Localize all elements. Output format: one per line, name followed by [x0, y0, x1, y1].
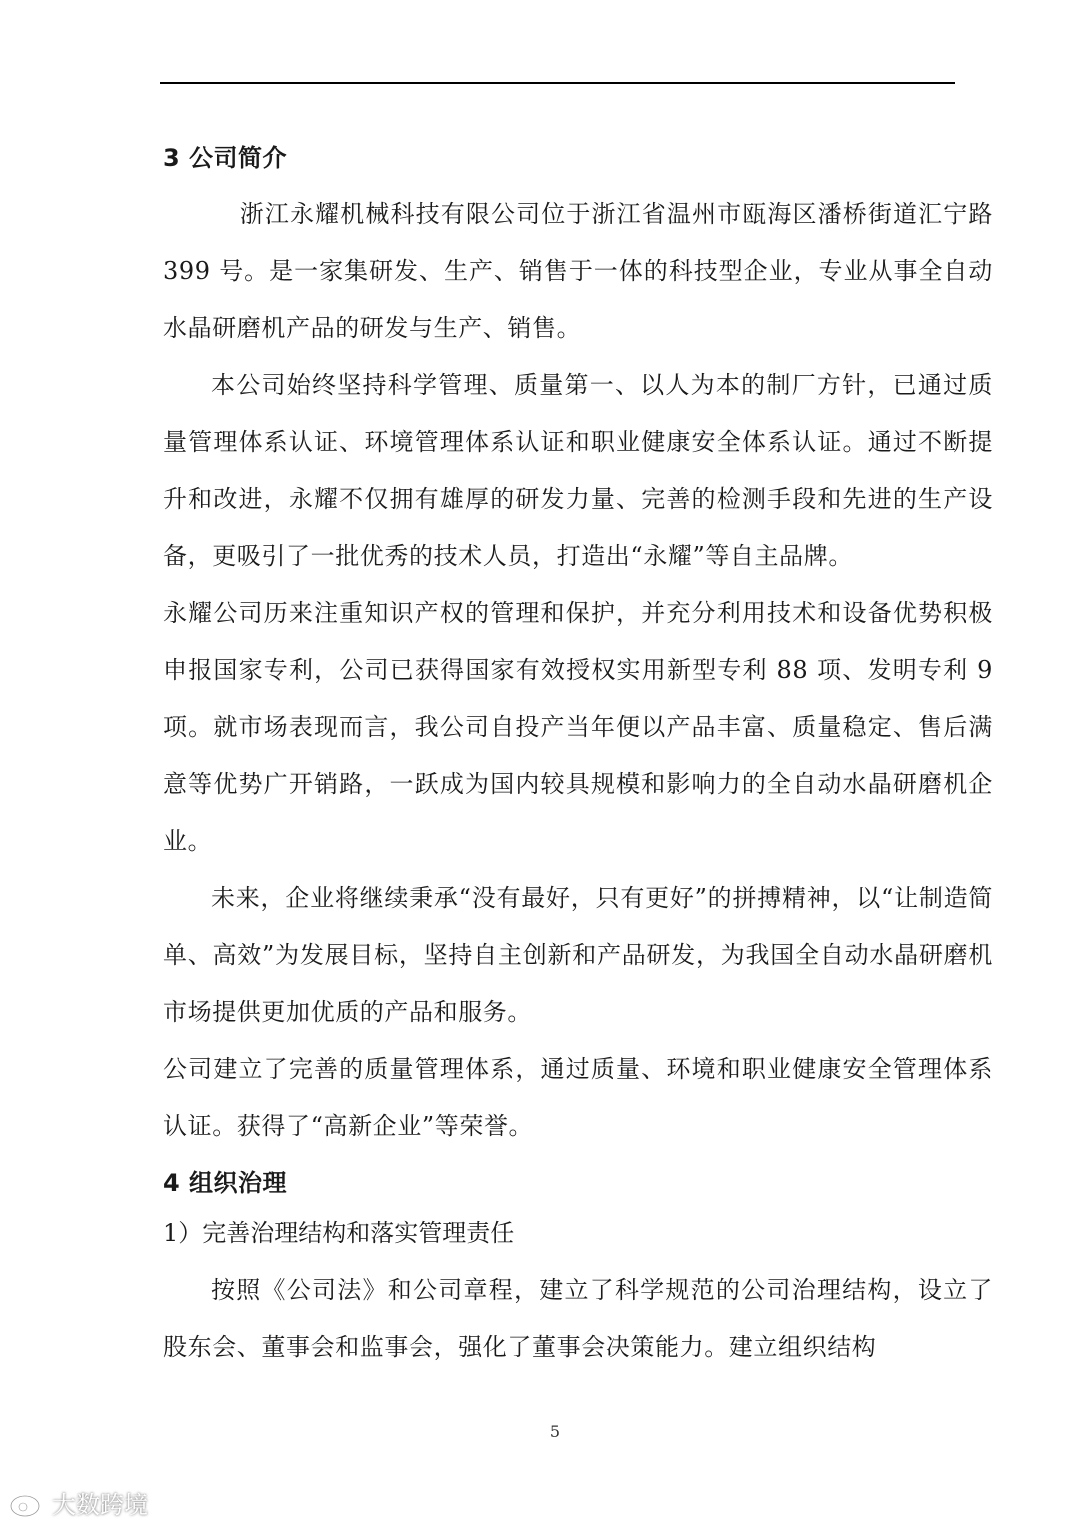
watermark-text: 大数跨境: [52, 1491, 148, 1519]
section-4-subtitle: 1）完善治理结构和落实管理责任: [163, 1219, 515, 1247]
page-number: 5: [549, 1422, 561, 1441]
section-3-title: 3 公司简介: [163, 144, 288, 172]
patent-paragraph: 永耀公司历来注重知识产权的管理和保护，并充分利用技术和设备优势积极申报国家专利，公司已获得国家有效授权实用新型专利 88 项、发明专利 9 项。就市场表现而言，我公司自投产当年便以产品丰富、质量稳定、售后满意等优势广开销路，一跃成为国内较具规模和影响力的全自动水晶研磨机企业。: [163, 599, 993, 855]
header-rule: [160, 82, 955, 84]
future-paragraph: 未来，企业将继续秉承“没有最好，只有更好”的拼搏精神，以“让制造简单、高效”为发展目标，坚持自主创新和产品研发，为我国全自动水晶研磨机市场提供更加优质的产品和服务。: [163, 884, 993, 1026]
governance-paragraph: 按照《公司法》和公司章程，建立了科学规范的公司治理结构，设立了股东会、董事会和监事会，强化了董事会决策能力。建立组织结构: [163, 1276, 993, 1361]
watermark: [8, 1485, 148, 1520]
quality-paragraph: 公司建立了完善的质量管理体系，通过质量、环境和职业健康安全管理体系认证。获得了“高新企业”等荣誉。: [163, 1055, 993, 1140]
weibo-logo-icon: [8, 1488, 48, 1518]
document-body: [163, 138, 993, 1376]
management-paragraph: 本公司始终坚持科学管理、质量第一、以人为本的制厂方针，已通过质量管理体系认证、环境管理体系认证和职业健康安全体系认证。通过不断提升和改进，永耀不仅拥有雄厚的研发力量、完善的检测手段和先进的生产设备，更吸引了一批优秀的技术人员，打造出“永耀”等自主品牌。: [163, 371, 993, 570]
intro-paragraph: 浙江永耀机械科技有限公司位于浙江省温州市瓯海区潘桥街道汇宁路 399 号。是一家集研发、生产、销售于一体的科技型企业，专业从事全自动水晶研磨机产品的研发与生产、销售。: [163, 200, 993, 342]
section-4-title: 4 组织治理: [163, 1169, 288, 1197]
